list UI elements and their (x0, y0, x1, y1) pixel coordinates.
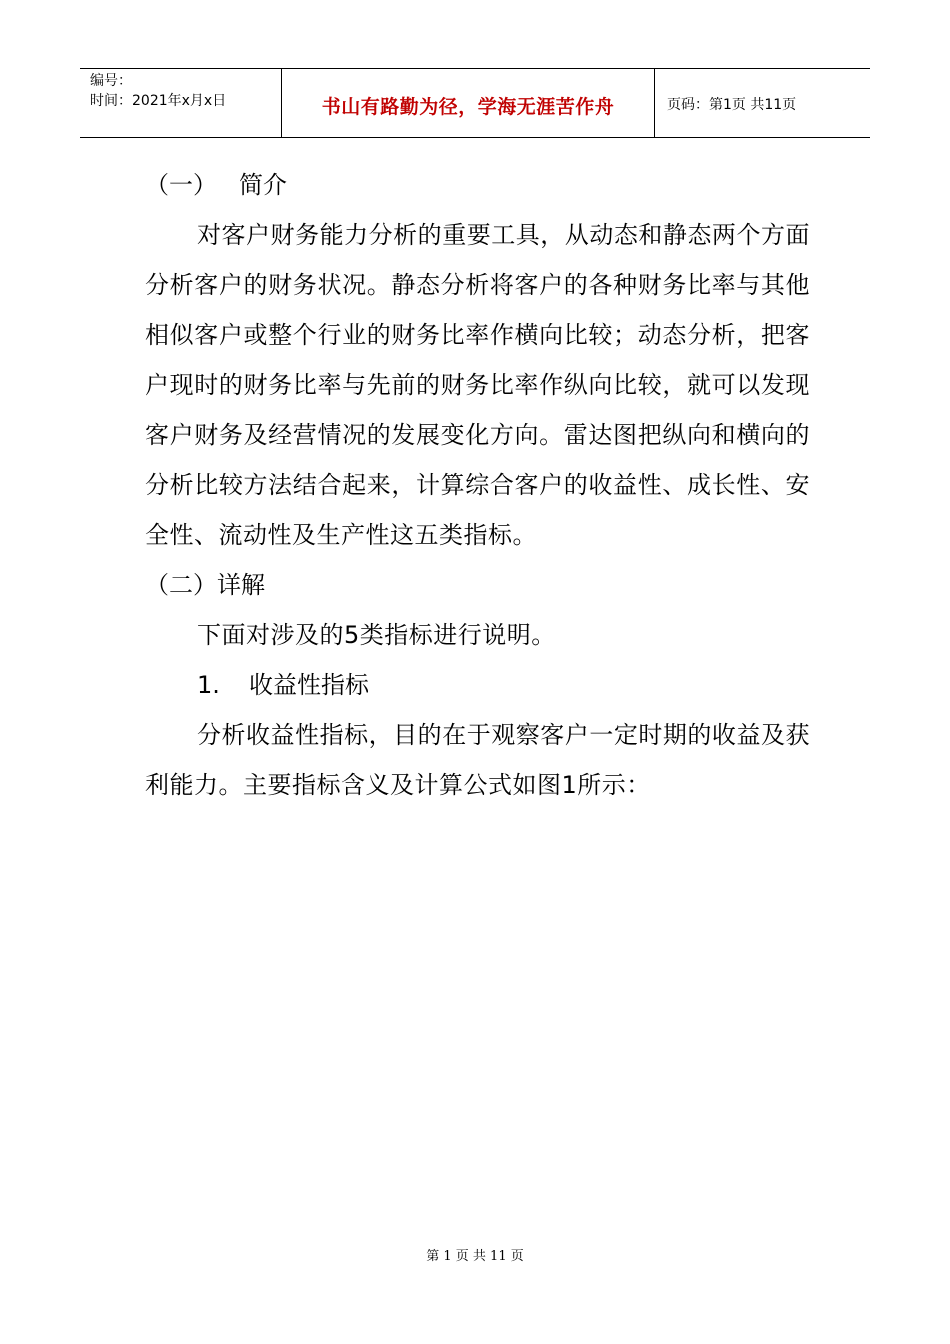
time-label: 时间：2021年x月x日 (90, 93, 227, 109)
section-title: 简介 (239, 171, 287, 199)
number-label: 编号： (90, 73, 132, 89)
document-body (145, 160, 810, 810)
section-heading-detail: （二）详解 (145, 571, 265, 599)
section-heading-intro (145, 160, 810, 210)
motto-text: 书山有路勤为径，学海无涯苦作舟 (321, 95, 615, 118)
page-footer: 第 1 页 共 11 页 (426, 1249, 524, 1264)
subsection-title: 收益性指标 (249, 671, 369, 699)
intro-paragraph: 对客户财务能力分析的重要工具，从动态和静态两个方面分析客户的财务状况。静态分析将客户的各种财务比率与其他相似客户或整个行业的财务比率作横向比较；动态分析，把客户现时的财务比率与先前的财务比率作纵向比较，就可以发现客户财务及经营情况的发展变化方向。雷达图把纵向和横向的分析比较方法结合起来，计算综合客户的收益性、成长性、安全性、流动性及生产性这五类指标。 (145, 221, 810, 549)
header-motto-cell (282, 69, 655, 137)
page-header (80, 68, 870, 138)
subsection-heading-profitability (145, 660, 810, 710)
profitability-paragraph: 分析收益性指标，目的在于观察客户一定时期的收益及获利能力。主要指标含义及计算公式如图1所示： (145, 721, 810, 799)
detail-paragraph: 下面对涉及的5类指标进行说明。 (197, 621, 556, 649)
section-number: （一） (145, 171, 217, 199)
page-info: 页码：第1页 共11页 (667, 97, 797, 113)
subsection-number: 1. (197, 671, 220, 699)
header-meta-cell (80, 69, 282, 137)
header-page-cell (655, 69, 870, 137)
